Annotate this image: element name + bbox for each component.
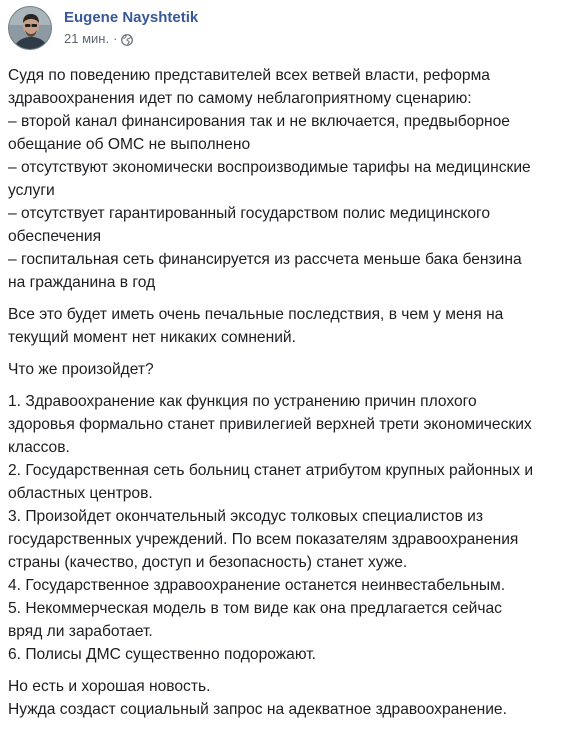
post-text-line: – госпитальная сеть финансируется из рассчета меньше бака бензина	[8, 251, 522, 268]
post-text-line: услуги	[8, 182, 55, 199]
post-text-line: 2. Государственная сеть больниц станет атрибутом крупных районных и	[8, 462, 534, 479]
post-body	[8, 64, 583, 730]
post-text-line: 6. Полисы ДМС существенно подорожают.	[8, 646, 316, 663]
post-text-line: 4. Государственное здравоохранение останется неинвестабельным.	[8, 577, 506, 594]
timestamp[interactable]: 21 мин.	[64, 31, 110, 46]
separator-dot: ·	[113, 31, 118, 46]
post-text-line: 5. Некоммерческая модель в том виде как она предлагается сейчас	[8, 600, 502, 617]
post-paragraph	[8, 390, 583, 666]
post-text-line: обещание об ОМС не выполнено	[8, 136, 251, 153]
post-text-line: текущий момент нет никаких сомнений.	[8, 329, 296, 346]
author-name[interactable]: Eugene Nayshtetik	[64, 9, 199, 26]
post-text-line: Нужда создаст социальный запрос на адекватное здравоохранение.	[8, 701, 507, 718]
post-text-line: государственных учреждений. По всем показателям здравоохранения	[8, 531, 519, 548]
post-paragraph	[8, 358, 583, 381]
post-text-line: здоровья формально станет привилегией верхней трети экономических	[8, 416, 532, 433]
post-text-line: обеспечения	[8, 228, 102, 245]
post-text-line: Все это будет иметь очень печальные последствия, в чем у меня на	[8, 306, 504, 323]
post-text-line: – отсутствует гарантированный государством полис медицинского	[8, 205, 491, 222]
post-text-line: Что же произойдет?	[8, 361, 154, 378]
post-text-line: здравоохранения идет по самому неблагоприятному сценарию:	[8, 90, 472, 107]
post-subline	[64, 30, 198, 48]
post-text-line: вряд ли заработает.	[8, 623, 153, 640]
post-text-line: областных центров.	[8, 485, 153, 502]
post-text-line: на гражданина в год	[8, 274, 156, 291]
post-paragraph	[8, 675, 583, 721]
post-text-line: Судя по поведению представителей всех ветвей власти, реформа	[8, 67, 490, 84]
post-text-line: 1. Здравоохранение как функция по устранению причин плохого	[8, 393, 477, 410]
globe-icon[interactable]	[121, 33, 133, 45]
avatar[interactable]	[8, 6, 52, 50]
post-text-line: – отсутствуют экономически воспроизводимые тарифы на медицинские	[8, 159, 531, 176]
post-text-line: 3. Произойдет окончательный эксодус толковых специалистов из	[8, 508, 484, 525]
post-meta	[64, 6, 198, 48]
post-text-line: страны (качество, доступ и безопасность) станет хуже.	[8, 554, 408, 571]
post-paragraph	[8, 64, 583, 294]
post-text-line: Но есть и хорошая новость.	[8, 678, 211, 695]
avatar-photo	[9, 7, 52, 50]
post-header	[8, 6, 198, 50]
post-text-line: – второй канал финансирования так и не включается, предвыборное	[8, 113, 510, 130]
post-text-line: классов.	[8, 439, 70, 456]
post-paragraph	[8, 303, 583, 349]
